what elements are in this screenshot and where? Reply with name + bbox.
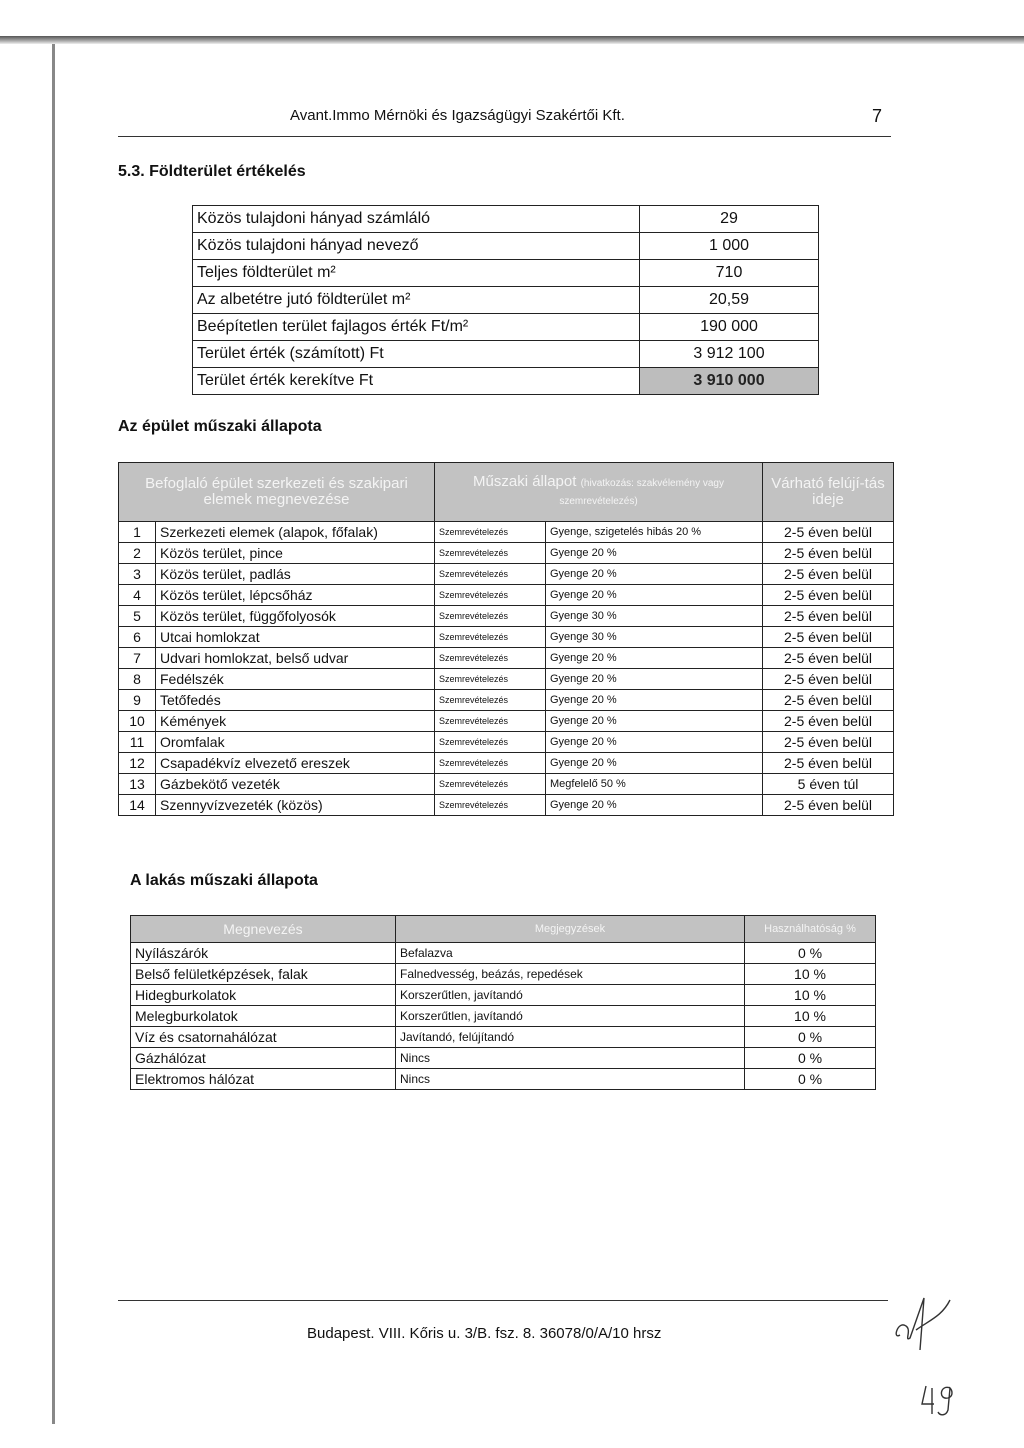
land-value: 1 000 xyxy=(640,233,819,260)
apartment-item-name: Hidegburkolatok xyxy=(131,985,396,1006)
inspection-method: Szemrevételezés xyxy=(435,795,546,816)
scan-edge-left xyxy=(52,44,55,1424)
apartment-condition-table xyxy=(130,915,876,1090)
land-value: 29 xyxy=(640,206,819,233)
condition-state: Megfelelő 50 % xyxy=(546,774,763,795)
scan-edge-top xyxy=(0,36,1024,44)
table-row xyxy=(131,964,876,985)
renovation-time: 2-5 éven belül xyxy=(763,795,894,816)
row-number: 10 xyxy=(119,711,156,732)
table-row xyxy=(131,1027,876,1048)
header-renovation-time: Várható felújí-tás ideje xyxy=(763,463,894,522)
land-label: Beépítetlen terület fajlagos érték Ft/m² xyxy=(193,314,640,341)
apartment-item-name: Víz és csatornahálózat xyxy=(131,1027,396,1048)
element-name: Közös terület, függőfolyosók xyxy=(156,606,435,627)
table-row xyxy=(119,543,894,564)
table-row xyxy=(193,206,819,233)
land-label: Teljes földterület m² xyxy=(193,260,640,287)
row-number: 4 xyxy=(119,585,156,606)
inspection-method: Szemrevételezés xyxy=(435,585,546,606)
renovation-time: 2-5 éven belül xyxy=(763,543,894,564)
condition-state: Gyenge 20 % xyxy=(546,753,763,774)
section-title: 5.3. Földterület értékelés xyxy=(118,163,306,180)
inspection-method: Szemrevételezés xyxy=(435,732,546,753)
header-state-main: Műszaki állapot xyxy=(473,473,577,490)
building-condition-table xyxy=(118,462,894,816)
header-company: Avant.Immo Mérnöki és Igazságügyi Szakértői Kft. xyxy=(290,107,625,124)
header-rule xyxy=(118,136,891,137)
inspection-method: Szemrevételezés xyxy=(435,690,546,711)
table-row xyxy=(193,368,819,395)
handwritten-page-number xyxy=(918,1380,958,1420)
condition-state: Gyenge, szigetelés hibás 20 % xyxy=(546,522,763,543)
table-row xyxy=(119,627,894,648)
row-number: 11 xyxy=(119,732,156,753)
land-value: 20,59 xyxy=(640,287,819,314)
element-name: Közös terület, padlás xyxy=(156,564,435,585)
condition-state: Gyenge 20 % xyxy=(546,732,763,753)
condition-state: Gyenge 20 % xyxy=(546,669,763,690)
apartment-item-name: Belső felületképzések, falak xyxy=(131,964,396,985)
condition-state: Gyenge 20 % xyxy=(546,690,763,711)
table-row xyxy=(131,943,876,964)
apartment-item-usability: 10 % xyxy=(745,964,876,985)
apartment-item-name: Gázhálózat xyxy=(131,1048,396,1069)
handwritten-signature xyxy=(890,1290,960,1360)
row-number: 13 xyxy=(119,774,156,795)
row-number: 5 xyxy=(119,606,156,627)
row-number: 14 xyxy=(119,795,156,816)
renovation-time: 2-5 éven belül xyxy=(763,711,894,732)
land-value: 3 910 000 xyxy=(640,368,819,395)
table-row xyxy=(119,669,894,690)
condition-state: Gyenge 20 % xyxy=(546,795,763,816)
element-name: Szerkezeti elemek (alapok, főfalak) xyxy=(156,522,435,543)
land-value: 3 912 100 xyxy=(640,341,819,368)
table-row xyxy=(119,753,894,774)
table-row xyxy=(119,648,894,669)
table-row xyxy=(119,774,894,795)
apartment-item-note: Javítandó, felújítandó xyxy=(396,1027,745,1048)
table-row xyxy=(119,564,894,585)
land-valuation-table xyxy=(192,205,819,395)
inspection-method: Szemrevételezés xyxy=(435,564,546,585)
element-name: Kémények xyxy=(156,711,435,732)
table-row xyxy=(193,260,819,287)
renovation-time: 2-5 éven belül xyxy=(763,732,894,753)
element-name: Gázbekötő vezeték xyxy=(156,774,435,795)
condition-state: Gyenge 30 % xyxy=(546,606,763,627)
row-number: 9 xyxy=(119,690,156,711)
condition-state: Gyenge 30 % xyxy=(546,627,763,648)
header-notes: Megjegyzések xyxy=(396,916,745,943)
land-label: Az albetétre jutó földterület m² xyxy=(193,287,640,314)
table-row xyxy=(119,795,894,816)
row-number: 6 xyxy=(119,627,156,648)
table-row xyxy=(119,585,894,606)
inspection-method: Szemrevételezés xyxy=(435,606,546,627)
inspection-method: Szemrevételezés xyxy=(435,627,546,648)
row-number: 3 xyxy=(119,564,156,585)
table-header-row xyxy=(131,916,876,943)
apartment-item-usability: 0 % xyxy=(745,1048,876,1069)
header-element-name: Befoglaló épület szerkezeti és szakipari elemek megnevezése xyxy=(119,463,435,522)
condition-state: Gyenge 20 % xyxy=(546,585,763,606)
apartment-item-usability: 0 % xyxy=(745,943,876,964)
element-name: Fedélszék xyxy=(156,669,435,690)
land-value: 190 000 xyxy=(640,314,819,341)
inspection-method: Szemrevételezés xyxy=(435,753,546,774)
land-value: 710 xyxy=(640,260,819,287)
apartment-item-usability: 0 % xyxy=(745,1069,876,1090)
table-row xyxy=(193,233,819,260)
table-row xyxy=(131,1006,876,1027)
table-row xyxy=(119,606,894,627)
renovation-time: 2-5 éven belül xyxy=(763,627,894,648)
element-name: Csapadékvíz elvezető ereszek xyxy=(156,753,435,774)
apartment-item-note: Nincs xyxy=(396,1048,745,1069)
table-row xyxy=(119,522,894,543)
footer-address: Budapest. VIII. Kőris u. 3/B. fsz. 8. 36078/0/A/10 hrsz xyxy=(307,1325,662,1342)
building-condition-title: Az épület műszaki állapota xyxy=(118,418,322,435)
table-row xyxy=(193,341,819,368)
table-row xyxy=(119,690,894,711)
apartment-item-usability: 10 % xyxy=(745,985,876,1006)
inspection-method: Szemrevételezés xyxy=(435,774,546,795)
element-name: Udvari homlokzat, belső udvar xyxy=(156,648,435,669)
element-name: Utcai homlokzat xyxy=(156,627,435,648)
inspection-method: Szemrevételezés xyxy=(435,711,546,732)
apartment-item-name: Nyílászárók xyxy=(131,943,396,964)
apartment-item-name: Melegburkolatok xyxy=(131,1006,396,1027)
apartment-item-note: Korszerűtlen, javítandó xyxy=(396,985,745,1006)
renovation-time: 2-5 éven belül xyxy=(763,648,894,669)
renovation-time: 2-5 éven belül xyxy=(763,585,894,606)
renovation-time: 2-5 éven belül xyxy=(763,564,894,585)
row-number: 7 xyxy=(119,648,156,669)
table-row xyxy=(193,314,819,341)
table-row xyxy=(119,732,894,753)
apartment-item-usability: 0 % xyxy=(745,1027,876,1048)
apartment-item-note: Nincs xyxy=(396,1069,745,1090)
header-state-note: (hivatkozás: szakvélemény vagy szemrevételezés) xyxy=(559,478,724,507)
land-label: Közös tulajdoni hányad számláló xyxy=(193,206,640,233)
apartment-item-note: Falnedvesség, beázás, repedések xyxy=(396,964,745,985)
header-usability: Használhatóság % xyxy=(745,916,876,943)
apartment-condition-title: A lakás műszaki állapota xyxy=(130,872,318,889)
renovation-time: 2-5 éven belül xyxy=(763,669,894,690)
apartment-item-note: Korszerűtlen, javítandó xyxy=(396,1006,745,1027)
renovation-time: 2-5 éven belül xyxy=(763,690,894,711)
table-row xyxy=(131,985,876,1006)
renovation-time: 5 éven túl xyxy=(763,774,894,795)
row-number: 12 xyxy=(119,753,156,774)
inspection-method: Szemrevételezés xyxy=(435,669,546,690)
condition-state: Gyenge 20 % xyxy=(546,543,763,564)
renovation-time: 2-5 éven belül xyxy=(763,522,894,543)
element-name: Oromfalak xyxy=(156,732,435,753)
condition-state: Gyenge 20 % xyxy=(546,564,763,585)
page-number: 7 xyxy=(872,106,883,126)
land-label: Terület érték (számított) Ft xyxy=(193,341,640,368)
element-name: Tetőfedés xyxy=(156,690,435,711)
condition-state: Gyenge 20 % xyxy=(546,648,763,669)
land-label: Terület érték kerekítve Ft xyxy=(193,368,640,395)
row-number: 2 xyxy=(119,543,156,564)
renovation-time: 2-5 éven belül xyxy=(763,606,894,627)
inspection-method: Szemrevételezés xyxy=(435,522,546,543)
table-row xyxy=(119,711,894,732)
footer-rule xyxy=(118,1300,888,1301)
land-label: Közös tulajdoni hányad nevező xyxy=(193,233,640,260)
table-header-row xyxy=(119,463,894,522)
header-name: Megnevezés xyxy=(131,916,396,943)
table-row xyxy=(131,1069,876,1090)
element-name: Közös terület, lépcsőház xyxy=(156,585,435,606)
row-number: 8 xyxy=(119,669,156,690)
table-row xyxy=(193,287,819,314)
inspection-method: Szemrevételezés xyxy=(435,648,546,669)
table-row xyxy=(131,1048,876,1069)
condition-state: Gyenge 20 % xyxy=(546,711,763,732)
header-technical-state xyxy=(435,463,763,522)
apartment-item-note: Befalazva xyxy=(396,943,745,964)
element-name: Közös terület, pince xyxy=(156,543,435,564)
element-name: Szennyvízvezeték (közös) xyxy=(156,795,435,816)
renovation-time: 2-5 éven belül xyxy=(763,753,894,774)
row-number: 1 xyxy=(119,522,156,543)
apartment-item-usability: 10 % xyxy=(745,1006,876,1027)
inspection-method: Szemrevételezés xyxy=(435,543,546,564)
apartment-item-name: Elektromos hálózat xyxy=(131,1069,396,1090)
